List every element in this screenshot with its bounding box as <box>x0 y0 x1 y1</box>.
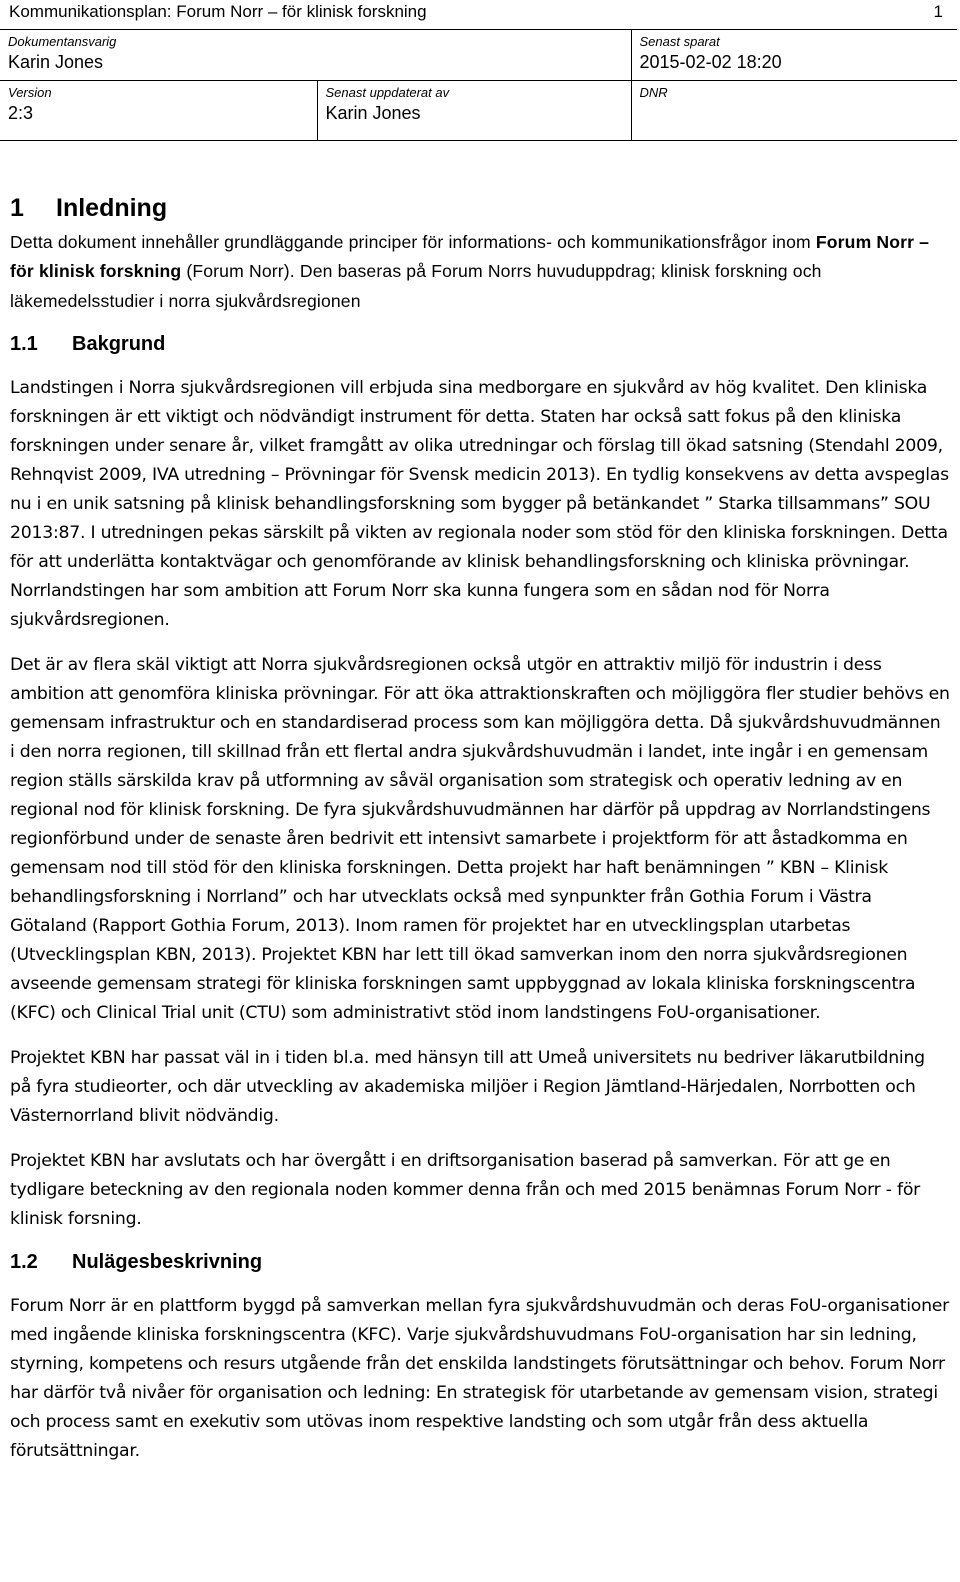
section-1-2-number: 1.2 <box>10 1250 38 1273</box>
section-1-2-title: Nulägesbeskrivning <box>72 1250 263 1273</box>
intro-bold-name: Forum Norr – för klinisk forskning <box>10 232 930 282</box>
updated-by-label: Senast uppdaterat av <box>325 85 450 100</box>
responsible-label: Dokumentansvarig <box>8 34 117 49</box>
version-cell <box>0 81 317 141</box>
section-1-number: 1 <box>10 194 24 222</box>
background-paragraph-4: Projektet KBN har avslutats och har övergått i en driftsorganisation baserad på samverkan. För att ge en tydligare beteckning av den regionala noden kommer denna från och med 2015 benämnas Forum Norr - för klinisk forsning. <box>10 1150 921 1229</box>
updated-by-value: Karin Jones <box>325 103 421 123</box>
background-paragraph-1: Landstingen i Norra sjukvårdsregionen vill erbjuda sina medborgare en sjukvård av hög kvalitet. Den kliniska forskningen är ett viktigt och nödvändigt instrument för detta. Staten har också satt fokus på den kliniska forskningen under senare år, vilket framgått av olika utredningar och förslag till ökad satsning (Stendahl 2009, Rehnqvist 2009, IVA utredning – Prövningar för Svensk medicin 2013). En tydlig konsekvens av detta avspeglas nu i en unik satsning på klinisk behandlingsforskning som bygger på betänkandet ” Starka tillsammans” SOU 2013:87. I utredningen pekas särskilt på vikten av regionala noder som stöd för den kliniska forskningen. Detta för att underlätta kontaktvägar och genomförande av klinisk behandlingsforskning och kliniska prövningar. Norrlandstingen har som ambition att Forum Norr ska kunna fungera som en sådan nod för Norra sjukvårdsregionen. <box>10 377 949 630</box>
document-info-table <box>0 29 957 141</box>
section-1-1-heading <box>10 329 950 359</box>
background-paragraph-2: Det är av flera skäl viktigt att Norra sjukvårdsregionen också utgör en attraktiv miljö för industrin i dess ambition att genomföra kliniska prövningar. För att öka attraktionskraften och möjliggöra fler studier behövs en gemensam infrastruktur och en standardiserad process som kan möjliggöra detta. Då sjukvårdshuvudmännen i den norra regionen, till skillnad från ett flertal andra sjukvårdshuvudmän i landet, inte ingår i en gemensam region ställs särskilda krav på utformning av såväl organisation som strategisk och operativ ledning av en regional nod för klinisk forskning. De fyra sjukvårdshuvudmännen har därför på uppdrag av Norrlandstingens regionförbund under de senaste åren bedrivit ett intensivt samarbete i projektform för att åstadkomma en gemensam nod till stöd för den kliniska forskningen. Detta projekt har haft benämningen ” KBN – Klinisk behandlingsforskning i Norrland” och har utvecklats också med synpunkter från Gothia Forum i Västra Götaland (Rapport Gothia Forum, 2013). Inom ramen för projektet har en utvecklingsplan utarbetas (Utvecklingsplan KBN, 2013). Projektet KBN har lett till ökad samverkan inom den norra sjukvårdsregionen avseende gemensam strategi för kliniska forskningen samt uppbyggnad av lokala kliniska forskningscentra (KFC) och Clinical Trial unit (CTU) som administrativt stöd inom landstingens FoU-organisationer. <box>10 654 950 1023</box>
current-state-paragraph-1: Forum Norr är en plattform byggd på samverkan mellan fyra sjukvårdshuvudmän och deras FoU-organisationer med ingående kliniska forskningscentra (KFC). Varje sjukvårdshuvudmans FoU-organisation har sin ledning, styrning, kompetens och resurs utgående från det enskilda landstingets förutsättningar och behov. Forum Norr har därför två nivåer för organisation och ledning: En strategisk för utarbetande av gemensam vision, strategi och process samt en exekutiv som utövas inom respektive landsting och som utgår från dess aktuella förutsättningar. <box>10 1295 950 1461</box>
intro-paragraph <box>10 228 950 316</box>
saved-value: 2015-02-02 18:20 <box>639 52 782 72</box>
section-1-title: Inledning <box>56 194 168 222</box>
dnr-cell <box>631 81 957 141</box>
section-1-1-title: Bakgrund <box>72 332 166 355</box>
updated-by-cell <box>317 81 631 141</box>
section-1-1-number: 1.1 <box>10 332 38 355</box>
document-title: Kommunikationsplan: Forum Norr – för klinisk forskning <box>9 2 427 21</box>
version-value: 2:3 <box>8 103 34 123</box>
page-number: 1 <box>933 2 943 21</box>
background-paragraph-3: Projektet KBN har passat väl in i tiden bl.a. med hänsyn till att Umeå universitets nu bedriver läkarutbildning på fyra studieorter, och där utveckling av akademiska miljöer i Region Jämtland-Härjedalen, Norrbotten och Västernorrland blivit nödvändig. <box>10 1047 925 1126</box>
saved-cell <box>631 30 957 81</box>
document-body <box>10 188 950 1466</box>
section-1-heading <box>10 188 950 228</box>
responsible-value: Karin Jones <box>8 52 104 72</box>
responsible-cell <box>0 30 631 81</box>
saved-label: Senast sparat <box>639 34 720 49</box>
version-label: Version <box>8 85 52 100</box>
section-1-2-heading <box>10 1247 950 1277</box>
intro-text-1: Detta dokument innehåller grundläggande principer för informations- och kommunikationsfrågor inom <box>10 232 816 252</box>
dnr-label: DNR <box>639 85 668 100</box>
intro-text-2: (Forum Norr). Den baseras på Forum Norrs huvuduppdrag; klinisk forskning och läkemedelsstudier i norra sjukvårdsregionen <box>10 261 822 311</box>
